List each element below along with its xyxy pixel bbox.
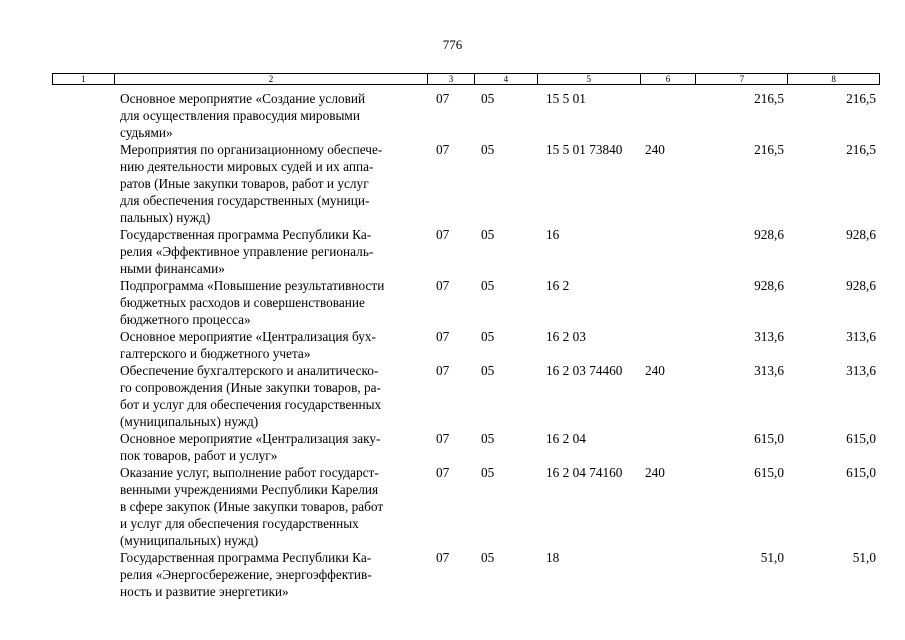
section-code-cell: 07 [436, 142, 450, 157]
description-line: венными учреждениями Республики Карелия [120, 482, 379, 497]
table-row [52, 90, 880, 141]
budget-table-body [52, 90, 880, 600]
section-code-cell: 07 [436, 465, 450, 480]
amount-cell-1: 928,6 [754, 227, 784, 242]
row-number-cell [52, 328, 114, 362]
subsection-code-cell: 05 [481, 227, 495, 242]
description-line: Мероприятия по организационному обеспече- [120, 142, 383, 157]
section-code-cell: 07 [436, 329, 450, 344]
column-header-7: 7 [696, 74, 788, 84]
amount-cell-2: 928,6 [846, 278, 876, 293]
subsection-code-cell: 05 [481, 278, 495, 293]
amount-cell-1: 51,0 [760, 550, 784, 565]
amount-cell-2: 615,0 [846, 431, 876, 446]
description-line: Подпрограмма «Повышение результативности [120, 278, 385, 293]
target-article-code-cell: 16 2 04 [546, 431, 586, 446]
description-line: ратов (Иные закупки товаров, работ и услуг [120, 176, 369, 191]
row-description [114, 90, 428, 141]
row-description [114, 226, 428, 277]
description-line: Государственная программа Республики Ка- [120, 550, 372, 565]
row-description [114, 277, 428, 328]
description-line: судьями» [120, 125, 173, 140]
amount-cell-1: 313,6 [754, 329, 784, 344]
amount-cell-1: 216,5 [754, 142, 784, 157]
column-header-5: 5 [538, 74, 641, 84]
subsection-code-cell: 05 [481, 550, 495, 565]
amount-cell-2: 216,5 [846, 142, 876, 157]
description-line: для обеспечения государственных (муници- [120, 193, 370, 208]
amount-cell-1: 615,0 [754, 431, 784, 446]
amount-cell-1: 313,6 [754, 363, 784, 378]
target-article-code-cell: 16 [546, 227, 560, 242]
row-number-cell [52, 141, 114, 226]
column-header-6: 6 [641, 74, 697, 84]
description-line: ность и развитие энергетики» [120, 584, 289, 599]
description-line: Государственная программа Республики Ка- [120, 227, 372, 242]
table-row [52, 328, 880, 362]
section-code-cell: 07 [436, 91, 450, 106]
expense-type-code-cell [641, 328, 697, 362]
subsection-code-cell: 05 [481, 465, 495, 480]
column-header-2: 2 [115, 74, 428, 84]
description-line: Основное мероприятие «Централизация заку- [120, 431, 381, 446]
description-line: го сопровождения (Иные закупки товаров, ра- [120, 380, 381, 395]
amount-cell-2: 313,6 [846, 363, 876, 378]
table-row [52, 430, 880, 464]
expense-type-code-cell [641, 430, 697, 464]
section-code-cell: 07 [436, 363, 450, 378]
amount-cell-2: 313,6 [846, 329, 876, 344]
description-line: (муниципальных) нужд) [120, 533, 259, 548]
column-header-8: 8 [831, 74, 836, 84]
description-line: (муниципальных) нужд) [120, 414, 259, 429]
table-row [52, 141, 880, 226]
section-code-cell: 07 [436, 278, 450, 293]
target-article-code-cell: 15 5 01 [546, 91, 586, 106]
section-code-cell: 07 [436, 227, 450, 242]
row-description [114, 430, 428, 464]
section-code-cell: 07 [436, 550, 450, 565]
column-header-4: 4 [475, 74, 538, 84]
description-line: галтерского и бюджетного учета» [120, 346, 311, 361]
description-line: в сфере закупок (Иные закупки товаров, работ [120, 499, 384, 514]
row-number-cell [52, 277, 114, 328]
subsection-code-cell: 05 [481, 142, 495, 157]
description-line: релия «Энергосбережение, энергоэффектив- [120, 567, 372, 582]
description-line: для осуществления правосудия мировыми [120, 108, 360, 123]
column-number-header [52, 73, 880, 85]
row-description [114, 549, 428, 600]
amount-cell-2: 615,0 [846, 465, 876, 480]
description-line: бюджетных расходов и совершенствование [120, 295, 365, 310]
section-code-cell: 07 [436, 431, 450, 446]
description-line: пок товаров, работ и услуг» [120, 448, 278, 463]
amount-cell-2: 928,6 [846, 227, 876, 242]
expense-type-code-cell [641, 277, 697, 328]
row-description [114, 362, 428, 430]
row-number-cell [52, 362, 114, 430]
description-line: пальных) нужд) [120, 210, 211, 225]
table-row [52, 362, 880, 430]
description-line: ными финансами» [120, 261, 225, 276]
row-description [114, 464, 428, 549]
amount-cell-1: 615,0 [754, 465, 784, 480]
amount-cell-1: 216,5 [754, 91, 784, 106]
description-line: нию деятельности мировых судей и их аппа- [120, 159, 374, 174]
description-line: релия «Эффективное управление региональ- [120, 244, 374, 259]
column-header-3: 3 [428, 74, 475, 84]
row-number-cell [52, 226, 114, 277]
table-row [52, 226, 880, 277]
target-article-code-cell: 15 5 01 73840 [546, 142, 623, 157]
table-row [52, 464, 880, 549]
description-line: Основное мероприятие «Централизация бух- [120, 329, 376, 344]
expense-type-code-cell: 240 [645, 363, 665, 378]
expense-type-code-cell: 240 [645, 465, 665, 480]
table-row [52, 549, 880, 600]
subsection-code-cell: 05 [481, 431, 495, 446]
page-number: 776 [442, 37, 463, 52]
expense-type-code-cell: 240 [645, 142, 665, 157]
target-article-code-cell: 16 2 03 [546, 329, 586, 344]
description-line: и услуг для обеспечения государственных [120, 516, 359, 531]
expense-type-code-cell [641, 549, 697, 600]
row-number-cell [52, 464, 114, 549]
column-header-1: 1 [53, 74, 115, 84]
target-article-code-cell: 16 2 03 74460 [546, 363, 623, 378]
row-description [114, 141, 428, 226]
description-line: бот и услуг для обеспечения государственных [120, 397, 382, 412]
description-line: Обеспечение бухгалтерского и аналитическо- [120, 363, 379, 378]
subsection-code-cell: 05 [481, 363, 495, 378]
amount-cell-2: 51,0 [852, 550, 876, 565]
row-number-cell [52, 430, 114, 464]
row-number-cell [52, 549, 114, 600]
amount-cell-2: 216,5 [846, 91, 876, 106]
subsection-code-cell: 05 [481, 91, 495, 106]
expense-type-code-cell [641, 90, 697, 141]
description-line: Основное мероприятие «Создание условий [120, 91, 366, 106]
table-row [52, 277, 880, 328]
subsection-code-cell: 05 [481, 329, 495, 344]
row-description [114, 328, 428, 362]
description-line: бюджетного процесса» [120, 312, 251, 327]
target-article-code-cell: 16 2 [546, 278, 570, 293]
expense-type-code-cell [641, 226, 697, 277]
target-article-code-cell: 16 2 04 74160 [546, 465, 623, 480]
row-number-cell [52, 90, 114, 141]
description-line: Оказание услуг, выполнение работ государст- [120, 465, 379, 480]
target-article-code-cell: 18 [546, 550, 560, 565]
amount-cell-1: 928,6 [754, 278, 784, 293]
